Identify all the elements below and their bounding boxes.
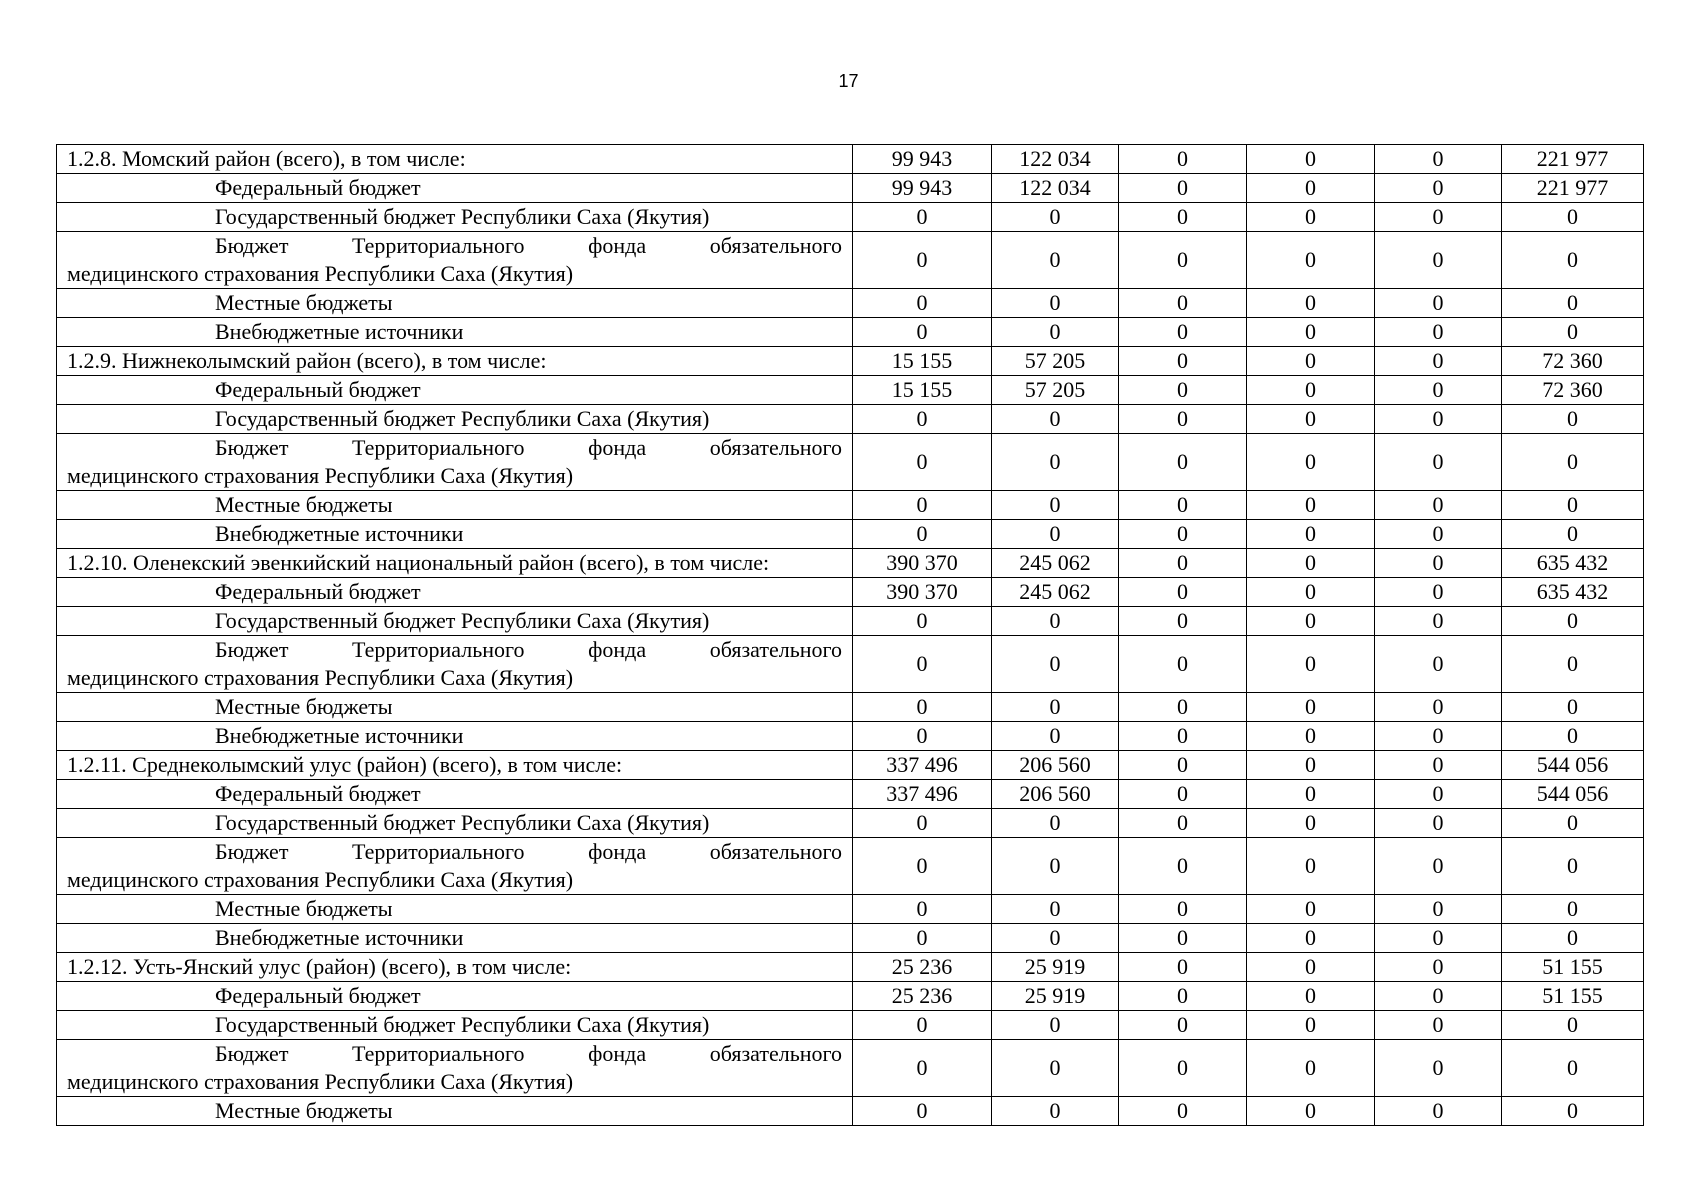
value-cell: 0 xyxy=(992,434,1119,491)
table-row xyxy=(57,174,1644,203)
value-cell: 0 xyxy=(1502,1097,1644,1126)
value-cell: 51 155 xyxy=(1502,953,1644,982)
value-cell: 0 xyxy=(853,1097,992,1126)
value-cell: 0 xyxy=(1375,838,1502,895)
value-cell: 0 xyxy=(1375,174,1502,203)
row-label-cell xyxy=(57,347,853,376)
value-cell: 51 155 xyxy=(1502,982,1644,1011)
table-row xyxy=(57,318,1644,347)
value-cell: 0 xyxy=(1119,838,1247,895)
value-cell: 0 xyxy=(1375,203,1502,232)
value-cell: 0 xyxy=(1119,780,1247,809)
value-cell: 0 xyxy=(853,924,992,953)
value-cell: 0 xyxy=(1375,895,1502,924)
row-label-cell xyxy=(57,751,853,780)
source-label: Государственный бюджет Республики Саха (Якутия) xyxy=(215,406,710,431)
value-cell: 337 496 xyxy=(853,751,992,780)
value-cell: 0 xyxy=(1119,895,1247,924)
row-label-cell xyxy=(57,289,853,318)
row-label-word: обязательного xyxy=(709,435,842,460)
value-cell: 0 xyxy=(1247,1011,1375,1040)
value-cell: 99 943 xyxy=(853,145,992,174)
value-cell: 0 xyxy=(1375,434,1502,491)
value-cell: 0 xyxy=(1247,780,1375,809)
value-cell: 245 062 xyxy=(992,578,1119,607)
source-label: Государственный бюджет Республики Саха (Якутия) xyxy=(215,608,710,633)
value-cell: 0 xyxy=(1375,1011,1502,1040)
value-cell: 0 xyxy=(992,232,1119,289)
source-label: Федеральный бюджет xyxy=(215,579,421,604)
value-cell: 0 xyxy=(1119,491,1247,520)
value-cell: 72 360 xyxy=(1502,347,1644,376)
row-label-cell xyxy=(57,145,853,174)
value-cell: 0 xyxy=(1502,434,1644,491)
value-cell: 635 432 xyxy=(1502,549,1644,578)
row-label-line-2: медицинского страхования Республики Саха (Якутия) xyxy=(67,665,574,690)
district-title: 1.2.11. Среднеколымский улус (район) (всего), в том числе: xyxy=(67,752,623,777)
value-cell: 0 xyxy=(1119,578,1247,607)
row-label-line-2: медицинского страхования Республики Саха (Якутия) xyxy=(67,867,574,892)
row-label-line-1 xyxy=(67,434,842,462)
row-label-cell xyxy=(57,549,853,578)
value-cell: 0 xyxy=(1247,491,1375,520)
row-label-word: Территориального xyxy=(352,839,525,864)
value-cell: 0 xyxy=(992,722,1119,751)
value-cell: 206 560 xyxy=(992,780,1119,809)
value-cell: 0 xyxy=(853,289,992,318)
row-label-word: обязательного xyxy=(709,839,842,864)
value-cell: 0 xyxy=(1502,232,1644,289)
value-cell: 0 xyxy=(1247,318,1375,347)
value-cell: 221 977 xyxy=(1502,174,1644,203)
value-cell: 0 xyxy=(1119,203,1247,232)
row-label-word: Территориального xyxy=(352,233,525,258)
value-cell: 0 xyxy=(1502,289,1644,318)
value-cell: 0 xyxy=(992,636,1119,693)
value-cell: 0 xyxy=(1375,1040,1502,1097)
value-cell: 0 xyxy=(992,1040,1119,1097)
value-cell: 0 xyxy=(1119,751,1247,780)
table-row xyxy=(57,434,1644,491)
row-label-word: Бюджет xyxy=(215,233,289,258)
district-title: 1.2.10. Оленекский эвенкийский национальный район (всего), в том числе: xyxy=(67,550,770,575)
row-label-cell xyxy=(57,636,853,693)
value-cell: 15 155 xyxy=(853,376,992,405)
row-label-cell xyxy=(57,434,853,491)
page-number: 17 xyxy=(838,71,859,91)
value-cell: 0 xyxy=(1119,376,1247,405)
value-cell: 0 xyxy=(1502,607,1644,636)
value-cell: 0 xyxy=(1375,578,1502,607)
budget-table xyxy=(56,144,1644,1126)
row-label-cell xyxy=(57,953,853,982)
value-cell: 0 xyxy=(1119,347,1247,376)
value-cell: 0 xyxy=(1119,636,1247,693)
row-label-word: Бюджет xyxy=(215,839,289,864)
district-title: 1.2.8. Момский район (всего), в том числе: xyxy=(67,146,466,171)
value-cell: 0 xyxy=(1375,809,1502,838)
table-row xyxy=(57,924,1644,953)
value-cell: 0 xyxy=(992,318,1119,347)
source-label: Внебюджетные источники xyxy=(215,723,464,748)
value-cell: 0 xyxy=(1247,145,1375,174)
budget-table-body xyxy=(57,145,1644,1126)
value-cell: 0 xyxy=(1247,636,1375,693)
value-cell: 0 xyxy=(853,405,992,434)
value-cell: 0 xyxy=(853,318,992,347)
value-cell: 0 xyxy=(1375,982,1502,1011)
table-row xyxy=(57,838,1644,895)
row-label-cell xyxy=(57,405,853,434)
source-label: Федеральный бюджет xyxy=(215,781,421,806)
value-cell: 57 205 xyxy=(992,347,1119,376)
row-label-line-2: медицинского страхования Республики Саха (Якутия) xyxy=(67,1069,574,1094)
value-cell: 0 xyxy=(1247,203,1375,232)
source-label: Местные бюджеты xyxy=(215,492,393,517)
value-cell: 0 xyxy=(853,722,992,751)
value-cell: 25 236 xyxy=(853,953,992,982)
table-row xyxy=(57,1097,1644,1126)
row-label-word: обязательного xyxy=(709,233,842,258)
value-cell: 0 xyxy=(1502,203,1644,232)
value-cell: 337 496 xyxy=(853,780,992,809)
source-label: Внебюджетные источники xyxy=(215,925,464,950)
row-label-cell xyxy=(57,809,853,838)
value-cell: 0 xyxy=(1119,809,1247,838)
value-cell: 0 xyxy=(1119,607,1247,636)
value-cell: 0 xyxy=(853,693,992,722)
row-label-word: фонда xyxy=(588,435,647,460)
value-cell: 0 xyxy=(1502,722,1644,751)
source-label: Местные бюджеты xyxy=(215,1098,393,1123)
table-row xyxy=(57,232,1644,289)
value-cell: 0 xyxy=(1375,751,1502,780)
value-cell: 0 xyxy=(1119,1011,1247,1040)
value-cell: 0 xyxy=(853,895,992,924)
value-cell: 0 xyxy=(1375,780,1502,809)
row-label-line-1 xyxy=(67,838,842,866)
row-label-cell xyxy=(57,924,853,953)
value-cell: 0 xyxy=(1119,1097,1247,1126)
value-cell: 0 xyxy=(1375,953,1502,982)
row-label-word: Территориального xyxy=(352,637,525,662)
row-label-line-2: медицинского страхования Республики Саха (Якутия) xyxy=(67,261,574,286)
value-cell: 0 xyxy=(1247,722,1375,751)
row-label-cell xyxy=(57,1097,853,1126)
value-cell: 0 xyxy=(1119,174,1247,203)
row-label-cell xyxy=(57,376,853,405)
source-label: Местные бюджеты xyxy=(215,896,393,921)
value-cell: 245 062 xyxy=(992,549,1119,578)
table-row xyxy=(57,520,1644,549)
value-cell: 0 xyxy=(1375,145,1502,174)
value-cell: 0 xyxy=(1375,693,1502,722)
value-cell: 390 370 xyxy=(853,549,992,578)
value-cell: 0 xyxy=(1502,318,1644,347)
value-cell: 0 xyxy=(992,520,1119,549)
row-label-word: фонда xyxy=(588,839,647,864)
value-cell: 0 xyxy=(1502,809,1644,838)
value-cell: 0 xyxy=(1119,1040,1247,1097)
value-cell: 0 xyxy=(992,693,1119,722)
row-label-cell xyxy=(57,838,853,895)
value-cell: 0 xyxy=(1247,232,1375,289)
value-cell: 0 xyxy=(992,895,1119,924)
value-cell: 57 205 xyxy=(992,376,1119,405)
source-label: Государственный бюджет Республики Саха (Якутия) xyxy=(215,204,710,229)
value-cell: 0 xyxy=(1502,520,1644,549)
row-label-line-1 xyxy=(67,1040,842,1068)
value-cell: 544 056 xyxy=(1502,751,1644,780)
value-cell: 0 xyxy=(992,1011,1119,1040)
row-label-cell xyxy=(57,203,853,232)
row-label-line-1 xyxy=(67,232,842,260)
value-cell: 0 xyxy=(992,289,1119,318)
value-cell: 0 xyxy=(1247,578,1375,607)
value-cell: 544 056 xyxy=(1502,780,1644,809)
value-cell: 0 xyxy=(853,491,992,520)
row-label-cell xyxy=(57,318,853,347)
table-row xyxy=(57,491,1644,520)
value-cell: 0 xyxy=(1502,636,1644,693)
value-cell: 0 xyxy=(1502,491,1644,520)
value-cell: 0 xyxy=(1247,838,1375,895)
value-cell: 0 xyxy=(1375,376,1502,405)
table-row xyxy=(57,636,1644,693)
source-label: Федеральный бюджет xyxy=(215,175,421,200)
value-cell: 0 xyxy=(1119,693,1247,722)
value-cell: 0 xyxy=(1247,405,1375,434)
value-cell: 390 370 xyxy=(853,578,992,607)
value-cell: 635 432 xyxy=(1502,578,1644,607)
value-cell: 0 xyxy=(992,203,1119,232)
value-cell: 0 xyxy=(1375,1097,1502,1126)
source-label: Федеральный бюджет xyxy=(215,983,421,1008)
value-cell: 0 xyxy=(1247,953,1375,982)
row-label-line-1 xyxy=(67,636,842,664)
value-cell: 221 977 xyxy=(1502,145,1644,174)
value-cell: 122 034 xyxy=(992,174,1119,203)
value-cell: 0 xyxy=(853,636,992,693)
value-cell: 0 xyxy=(853,607,992,636)
value-cell: 0 xyxy=(992,809,1119,838)
table-row xyxy=(57,1040,1644,1097)
table-row-district xyxy=(57,751,1644,780)
value-cell: 0 xyxy=(1119,289,1247,318)
district-title: 1.2.9. Нижнеколымский район (всего), в том числе: xyxy=(67,348,547,373)
value-cell: 0 xyxy=(1247,895,1375,924)
value-cell: 25 919 xyxy=(992,982,1119,1011)
value-cell: 0 xyxy=(1119,232,1247,289)
row-label-word: фонда xyxy=(588,637,647,662)
value-cell: 0 xyxy=(1119,520,1247,549)
row-label-cell xyxy=(57,693,853,722)
row-label-cell xyxy=(57,232,853,289)
row-label-cell xyxy=(57,1040,853,1097)
table-row xyxy=(57,376,1644,405)
value-cell: 0 xyxy=(853,434,992,491)
value-cell: 0 xyxy=(1375,232,1502,289)
value-cell: 0 xyxy=(853,809,992,838)
value-cell: 0 xyxy=(1119,953,1247,982)
row-label-word: фонда xyxy=(588,233,647,258)
value-cell: 0 xyxy=(1247,347,1375,376)
value-cell: 0 xyxy=(1375,924,1502,953)
value-cell: 0 xyxy=(853,1040,992,1097)
value-cell: 0 xyxy=(1247,751,1375,780)
value-cell: 0 xyxy=(1247,809,1375,838)
table-row xyxy=(57,578,1644,607)
value-cell: 0 xyxy=(853,1011,992,1040)
row-label-cell xyxy=(57,1011,853,1040)
value-cell: 0 xyxy=(1502,924,1644,953)
value-cell: 0 xyxy=(1502,693,1644,722)
value-cell: 0 xyxy=(992,1097,1119,1126)
value-cell: 0 xyxy=(1502,1011,1644,1040)
value-cell: 0 xyxy=(1247,1040,1375,1097)
value-cell: 0 xyxy=(992,491,1119,520)
value-cell: 0 xyxy=(1375,549,1502,578)
value-cell: 25 236 xyxy=(853,982,992,1011)
value-cell: 0 xyxy=(1502,838,1644,895)
row-label-word: Территориального xyxy=(352,1041,525,1066)
value-cell: 0 xyxy=(1119,145,1247,174)
value-cell: 0 xyxy=(1375,722,1502,751)
row-label-cell xyxy=(57,722,853,751)
value-cell: 0 xyxy=(1375,607,1502,636)
table-row xyxy=(57,1011,1644,1040)
row-label-cell xyxy=(57,780,853,809)
value-cell: 0 xyxy=(1502,1040,1644,1097)
row-label-word: обязательного xyxy=(709,637,842,662)
value-cell: 0 xyxy=(1375,347,1502,376)
value-cell: 0 xyxy=(853,520,992,549)
value-cell: 0 xyxy=(1375,289,1502,318)
table-row xyxy=(57,203,1644,232)
table-row xyxy=(57,982,1644,1011)
row-label-word: Бюджет xyxy=(215,1041,289,1066)
value-cell: 0 xyxy=(1375,636,1502,693)
value-cell: 0 xyxy=(853,838,992,895)
table-row xyxy=(57,607,1644,636)
table-row xyxy=(57,809,1644,838)
value-cell: 0 xyxy=(1247,376,1375,405)
table-row xyxy=(57,722,1644,751)
value-cell: 0 xyxy=(1247,1097,1375,1126)
row-label-cell xyxy=(57,895,853,924)
value-cell: 72 360 xyxy=(1502,376,1644,405)
value-cell: 0 xyxy=(1119,982,1247,1011)
value-cell: 0 xyxy=(992,607,1119,636)
value-cell: 0 xyxy=(1375,405,1502,434)
value-cell: 0 xyxy=(992,405,1119,434)
source-label: Государственный бюджет Республики Саха (Якутия) xyxy=(215,1012,710,1037)
value-cell: 25 919 xyxy=(992,953,1119,982)
row-label-cell xyxy=(57,174,853,203)
value-cell: 122 034 xyxy=(992,145,1119,174)
row-label-cell xyxy=(57,607,853,636)
table-row xyxy=(57,289,1644,318)
value-cell: 0 xyxy=(1247,693,1375,722)
value-cell: 0 xyxy=(1247,434,1375,491)
value-cell: 0 xyxy=(1119,405,1247,434)
value-cell: 0 xyxy=(853,203,992,232)
value-cell: 0 xyxy=(1247,982,1375,1011)
value-cell: 99 943 xyxy=(853,174,992,203)
row-label-cell xyxy=(57,491,853,520)
value-cell: 0 xyxy=(992,924,1119,953)
value-cell: 0 xyxy=(1375,318,1502,347)
row-label-line-2: медицинского страхования Республики Саха (Якутия) xyxy=(67,463,574,488)
value-cell: 0 xyxy=(1247,174,1375,203)
row-label-word: Бюджет xyxy=(215,435,289,460)
value-cell: 0 xyxy=(992,838,1119,895)
value-cell: 0 xyxy=(1247,289,1375,318)
source-label: Местные бюджеты xyxy=(215,694,393,719)
value-cell: 0 xyxy=(1502,895,1644,924)
value-cell: 0 xyxy=(1375,520,1502,549)
value-cell: 0 xyxy=(1119,722,1247,751)
district-title: 1.2.12. Усть-Янский улус (район) (всего), в том числе: xyxy=(67,954,572,979)
value-cell: 0 xyxy=(1119,924,1247,953)
table-row-district xyxy=(57,347,1644,376)
table-row-district xyxy=(57,145,1644,174)
row-label-cell xyxy=(57,520,853,549)
source-label: Внебюджетные источники xyxy=(215,521,464,546)
value-cell: 0 xyxy=(1375,491,1502,520)
source-label: Местные бюджеты xyxy=(215,290,393,315)
value-cell: 0 xyxy=(853,232,992,289)
value-cell: 0 xyxy=(1119,318,1247,347)
row-label-cell xyxy=(57,578,853,607)
table-row xyxy=(57,895,1644,924)
value-cell: 0 xyxy=(1247,924,1375,953)
table-row xyxy=(57,405,1644,434)
value-cell: 0 xyxy=(1119,434,1247,491)
table-row xyxy=(57,693,1644,722)
row-label-word: Территориального xyxy=(352,435,525,460)
value-cell: 206 560 xyxy=(992,751,1119,780)
value-cell: 0 xyxy=(1247,607,1375,636)
source-label: Государственный бюджет Республики Саха (Якутия) xyxy=(215,810,710,835)
table-row-district xyxy=(57,549,1644,578)
value-cell: 15 155 xyxy=(853,347,992,376)
row-label-word: обязательного xyxy=(709,1041,842,1066)
source-label: Внебюджетные источники xyxy=(215,319,464,344)
table-row xyxy=(57,780,1644,809)
table-row-district xyxy=(57,953,1644,982)
value-cell: 0 xyxy=(1502,405,1644,434)
value-cell: 0 xyxy=(1119,549,1247,578)
source-label: Федеральный бюджет xyxy=(215,377,421,402)
row-label-word: Бюджет xyxy=(215,637,289,662)
row-label-word: фонда xyxy=(588,1041,647,1066)
value-cell: 0 xyxy=(1247,549,1375,578)
value-cell: 0 xyxy=(1247,520,1375,549)
row-label-cell xyxy=(57,982,853,1011)
